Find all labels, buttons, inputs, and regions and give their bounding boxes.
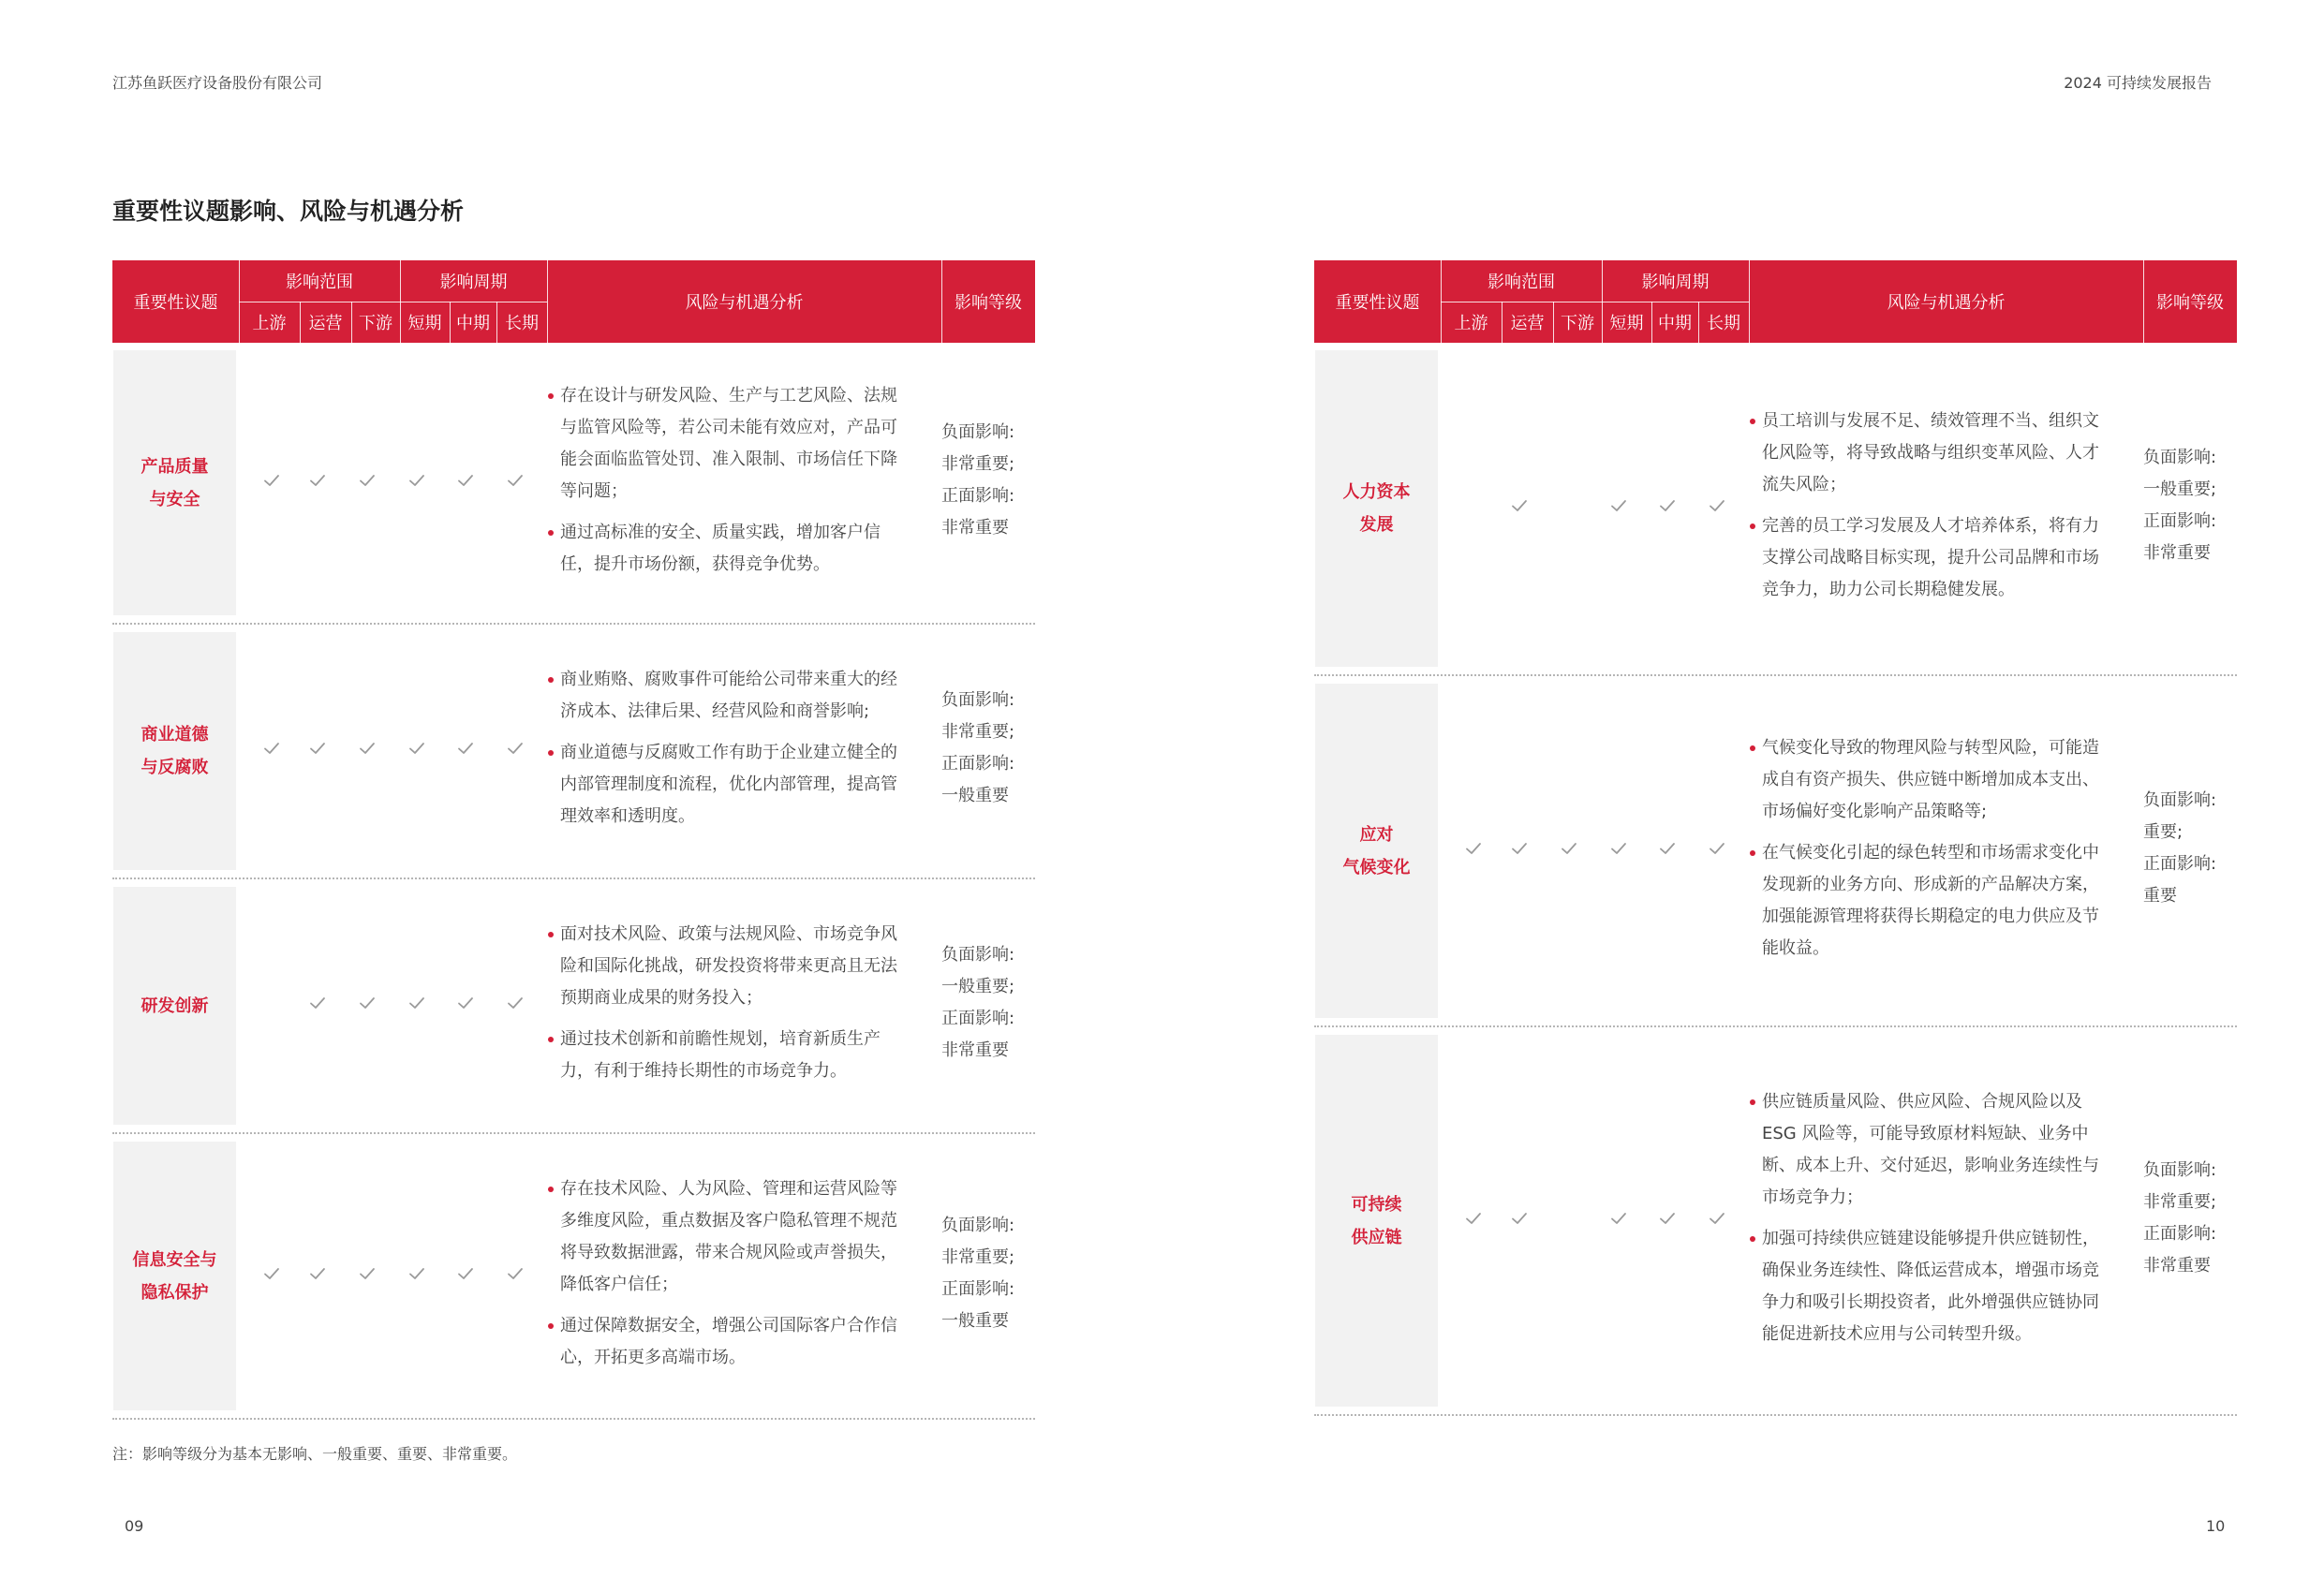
analysis-point	[1750, 732, 2110, 828]
header-divider	[496, 302, 497, 343]
table-row	[112, 879, 1035, 1134]
check-icon	[504, 992, 526, 1014]
header-analysis: 风险与机遇分析	[685, 293, 804, 313]
impact-level	[2143, 785, 2237, 912]
check-icon	[1462, 1207, 1485, 1230]
header-divider	[1698, 302, 1699, 343]
table-body	[1314, 343, 2237, 1416]
check-icon	[504, 469, 526, 492]
check-icon	[260, 469, 283, 492]
header-scope-1: 上游	[1454, 314, 1488, 333]
table-row	[112, 343, 1035, 625]
topic-label: 应对	[1359, 824, 1394, 845]
bullet-dot-icon	[548, 530, 554, 536]
materiality-table-right	[1314, 260, 2237, 1416]
analysis-point	[548, 517, 909, 581]
header-divider	[450, 302, 451, 343]
impact-level-line: 非常重要;	[941, 722, 1015, 742]
table-header	[1314, 260, 2237, 343]
check-icon	[1607, 837, 1630, 860]
analysis-point	[1750, 837, 2110, 965]
bullet-dot-icon	[548, 750, 554, 756]
check-icon	[1558, 837, 1580, 860]
impact-level-line: 正面影响:	[941, 1009, 1015, 1028]
impact-level-line: 一般重要;	[2143, 479, 2217, 499]
impact-level-line: 负面影响:	[2143, 448, 2217, 467]
impact-level-line: 正面影响:	[2143, 1223, 2217, 1244]
analysis-cell	[1750, 406, 2110, 606]
header-period: 影响周期	[439, 273, 508, 292]
impact-level-line: 重要;	[2143, 821, 2183, 842]
impact-level-line: 重要	[2143, 885, 2177, 906]
check-icon	[306, 469, 329, 492]
analysis-cell	[1750, 732, 2110, 965]
check-icon	[306, 737, 329, 760]
impact-level-line: 负面影响:	[941, 421, 1015, 442]
bullet-dot-icon	[548, 932, 554, 937]
topic-label: 隐私保护	[141, 1282, 209, 1303]
topic-cell	[113, 632, 236, 870]
analysis-text: 供应链质量风险、供应风险、合规风险以及ESG 风险等，可能导致原材料短缺、业务中断、成本上升、交付延迟，影响业务连续性与市场竞争力；	[1762, 1091, 2099, 1207]
topic-cell	[113, 887, 236, 1125]
header-divider	[2143, 260, 2144, 343]
header-divider	[1749, 260, 1750, 343]
analysis-point	[548, 1024, 909, 1087]
topic-label: 气候变化	[1342, 857, 1411, 877]
check-icon	[454, 992, 477, 1014]
table-row	[112, 625, 1035, 879]
header-level: 影响等级	[2156, 293, 2224, 313]
analysis-point	[548, 664, 909, 728]
header-period-1: 短期	[1609, 314, 1644, 333]
analysis-text: 商业道德与反腐败工作有助于企业建立健全的内部管理制度和流程，优化内部管理，提高管理效率和透明度。	[560, 743, 897, 826]
topic-label: 与反腐败	[141, 758, 209, 777]
check-icon	[356, 737, 378, 760]
header-scope-2: 运营	[308, 314, 343, 333]
analysis-text: 存在设计与研发风险、生产与工艺风险、法规与监管风险等，若公司未能有效应对，产品可能会面临监管处罚、准入限制、市场信任下降等问题；	[560, 385, 897, 501]
impact-level-line: 正面影响:	[941, 1278, 1015, 1299]
impact-level-line: 非常重要	[2143, 1255, 2211, 1276]
analysis-point	[548, 380, 909, 508]
check-icon	[1508, 1207, 1531, 1230]
analysis-point	[548, 1310, 909, 1374]
analysis-text: 面对技术风险、政策与法规风险、市场竞争风险和国际化挑战，研发投资将带来更高且无法预期商业成果的财务投入；	[560, 924, 897, 1008]
analysis-text: 存在技术风险、人为风险、管理和运营风险等多维度风险，重点数据及客户隐私管理不规范将导致数据泄露，带来合规风险或声誉损失，降低客户信任；	[560, 1178, 897, 1294]
impact-level-line: 一般重要	[941, 1310, 1009, 1331]
table-row	[1314, 343, 2237, 676]
analysis-text: 气候变化导致的物理风险与转型风险，可能造成自有资产损失、供应链中断增加成本支出、市场偏好变化影响产品策略等;	[1762, 737, 2099, 821]
bullet-dot-icon	[1750, 745, 1755, 751]
impact-level	[941, 685, 1035, 812]
header-scope: 影响范围	[1488, 273, 1555, 292]
impact-level-line: 非常重要	[941, 1040, 1009, 1060]
impact-level-line: 负面影响:	[941, 690, 1015, 710]
bullet-dot-icon	[1750, 524, 1755, 529]
impact-level-line: 负面影响:	[941, 945, 1015, 965]
page-number-right: 10	[2206, 1517, 2226, 1535]
impact-level-line: 非常重要;	[941, 1246, 1015, 1267]
table-header	[112, 260, 1035, 343]
header-divider	[351, 302, 352, 343]
topic-cell	[1315, 684, 1438, 1018]
impact-level-line: 非常重要	[2143, 543, 2211, 563]
check-icon	[406, 1262, 428, 1285]
topic-label: 可持续	[1351, 1194, 1402, 1215]
analysis-text: 加强可持续供应链建设能够提升供应链韧性，确保业务连续性、降低运营成本，增强市场竞争力和吸引长期投资者，此外增强供应链协同能促进新技术应用与公司转型升级。	[1762, 1228, 2099, 1344]
header-scope-3: 下游	[359, 314, 392, 333]
check-icon	[1607, 1207, 1630, 1230]
report-title: 2024 可持续发展报告	[2064, 74, 2212, 92]
impact-level	[941, 939, 1035, 1067]
bullet-dot-icon	[548, 1187, 554, 1192]
check-icon	[356, 992, 378, 1014]
header-divider	[300, 302, 301, 343]
topic-label: 人力资本	[1342, 482, 1411, 502]
check-icon	[1706, 837, 1728, 860]
topic-cell	[1315, 1035, 1438, 1407]
topic-cell	[1315, 350, 1438, 667]
check-icon	[1508, 837, 1531, 860]
header-scope-2: 运营	[1510, 314, 1545, 333]
header-scope-1: 上游	[252, 314, 287, 333]
company-name: 江苏鱼跃医疗设备股份有限公司	[112, 74, 323, 92]
check-icon	[1508, 494, 1531, 517]
page-number-left: 09	[125, 1517, 144, 1535]
impact-level-line: 一般重要	[941, 786, 1009, 805]
analysis-text: 在气候变化引起的绿色转型和市场需求变化中发现新的业务方向、形成新的产品解决方案，加强能源管理将获得长期稳定的电力供应及节能收益。	[1762, 842, 2099, 958]
table-row	[1314, 1027, 2237, 1416]
topic-label: 商业道德	[141, 725, 209, 745]
check-icon	[1656, 494, 1679, 517]
impact-level	[941, 417, 1035, 544]
table-row	[1314, 676, 2237, 1027]
check-icon	[406, 737, 428, 760]
analysis-text: 通过技术创新和前瞻性规划，培育新质生产力，有利于维持长期性的市场竞争力。	[560, 1029, 881, 1081]
analysis-point	[1750, 1086, 2110, 1214]
impact-level-line: 非常重要	[941, 517, 1009, 538]
header-divider	[1553, 302, 1554, 343]
header-period-2: 中期	[456, 314, 490, 333]
analysis-point	[1750, 406, 2110, 501]
check-icon	[454, 1262, 477, 1285]
check-icon	[504, 737, 526, 760]
header-period-3: 长期	[1707, 314, 1740, 333]
header-divider	[547, 260, 548, 343]
check-icon	[1706, 1207, 1728, 1230]
bullet-dot-icon	[548, 677, 554, 683]
check-icon	[454, 469, 477, 492]
impact-level-line: 一般重要;	[941, 977, 1015, 996]
materiality-table-left	[112, 260, 1035, 1420]
analysis-text: 通过保障数据安全，增强公司国际客户合作信心，开拓更多高端市场。	[560, 1315, 897, 1367]
impact-level-line: 负面影响:	[941, 1215, 1015, 1235]
topic-label: 发展	[1359, 515, 1394, 535]
analysis-cell	[548, 380, 909, 581]
table-body	[112, 343, 1035, 1420]
impact-level-line: 正面影响:	[941, 754, 1015, 774]
check-icon	[406, 469, 428, 492]
analysis-cell	[548, 919, 909, 1087]
header-topic: 重要性议题	[133, 293, 218, 313]
analysis-text: 员工培训与发展不足、绩效管理不当、组织文化风险等，将导致战略与组织变革风险、人才流失风险；	[1762, 411, 2099, 494]
topic-label: 研发创新	[141, 995, 209, 1016]
header-analysis: 风险与机遇分析	[1887, 293, 2006, 313]
analysis-point	[548, 1173, 909, 1301]
check-icon	[1462, 837, 1485, 860]
check-icon	[356, 1262, 378, 1285]
topic-label: 信息安全与	[132, 1249, 217, 1270]
check-icon	[504, 1262, 526, 1285]
impact-level-line: 正面影响:	[941, 485, 1015, 506]
impact-level-line: 非常重要;	[941, 453, 1015, 474]
impact-level-line: 正面影响:	[2143, 853, 2217, 874]
impact-level-line: 非常重要;	[2143, 1191, 2217, 1212]
topic-cell	[113, 350, 236, 615]
analysis-text: 通过高标准的安全、质量实践，增加客户信任，提升市场份额，获得竞争优势。	[560, 522, 881, 574]
analysis-cell	[548, 1173, 909, 1374]
analysis-text: 商业贿赂、腐败事件可能给公司带来重大的经济成本、法律后果、经营风险和商誉影响;	[560, 670, 897, 721]
check-icon	[1656, 837, 1679, 860]
check-icon	[406, 992, 428, 1014]
header-period-1: 短期	[407, 314, 442, 333]
analysis-cell	[1750, 1086, 2110, 1350]
analysis-text: 完善的员工学习发展及人才培养体系，将有力支撑公司战略目标实现，提升公司品牌和市场竞争力，助力公司长期稳健发展。	[1762, 516, 2099, 599]
check-icon	[356, 469, 378, 492]
check-icon	[1607, 494, 1630, 517]
bullet-dot-icon	[548, 1037, 554, 1042]
bullet-dot-icon	[548, 393, 554, 399]
check-icon	[260, 737, 283, 760]
analysis-point	[548, 919, 909, 1014]
impact-level	[2143, 1155, 2237, 1282]
check-icon	[1706, 494, 1728, 517]
check-icon	[260, 1262, 283, 1285]
bullet-dot-icon	[548, 1323, 554, 1329]
analysis-point	[548, 737, 909, 833]
analysis-cell	[548, 664, 909, 833]
topic-cell	[113, 1142, 236, 1410]
header-divider	[1651, 302, 1652, 343]
analysis-point	[1750, 510, 2110, 606]
table-row	[112, 1134, 1035, 1420]
topic-label: 与安全	[149, 489, 200, 509]
impact-level-line: 负面影响:	[2143, 1159, 2217, 1180]
header-period: 影响周期	[1641, 273, 1710, 292]
header-level: 影响等级	[955, 293, 1022, 313]
impact-level-line: 负面影响:	[2143, 789, 2217, 810]
analysis-point	[1750, 1223, 2110, 1350]
check-icon	[306, 992, 329, 1014]
impact-level	[2143, 442, 2237, 569]
check-icon	[306, 1262, 329, 1285]
bullet-dot-icon	[1750, 419, 1755, 424]
header-period-2: 中期	[1658, 314, 1692, 333]
check-icon	[1656, 1207, 1679, 1230]
bullet-dot-icon	[1750, 1236, 1755, 1242]
header-divider	[941, 260, 942, 343]
topic-label: 产品质量	[141, 456, 209, 477]
bullet-dot-icon	[1750, 1099, 1755, 1105]
footnote: 注：影响等级分为基本无影响、一般重要、重要、非常重要。	[112, 1445, 518, 1463]
impact-level-line: 正面影响:	[2143, 511, 2217, 531]
header-period-3: 长期	[505, 314, 539, 333]
section-title: 重要性议题影响、风险与机遇分析	[112, 198, 465, 225]
impact-level	[941, 1210, 1035, 1337]
topic-label: 供应链	[1351, 1227, 1402, 1247]
header-topic: 重要性议题	[1335, 293, 1420, 313]
header-scope: 影响范围	[286, 273, 353, 292]
header-scope-3: 下游	[1561, 314, 1594, 333]
bullet-dot-icon	[1750, 850, 1755, 856]
check-icon	[454, 737, 477, 760]
